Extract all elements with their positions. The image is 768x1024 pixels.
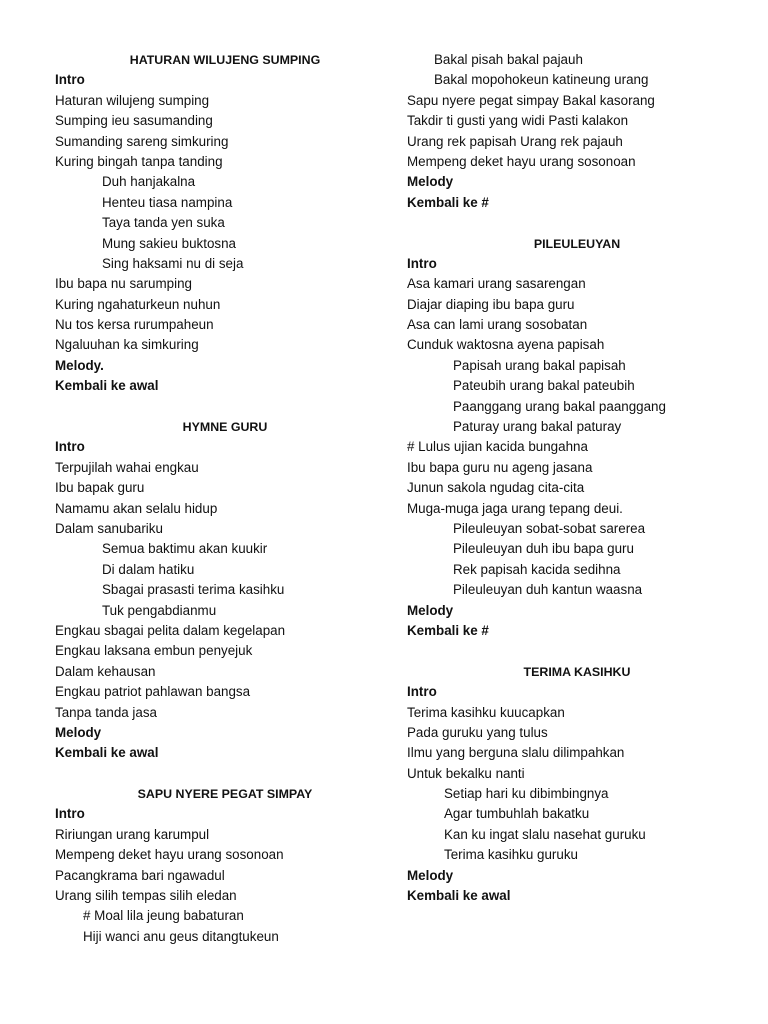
- left-column: [55, 50, 395, 947]
- lyric-line: Cunduk waktosna ayena papisah: [407, 337, 605, 353]
- section-label: Intro: [407, 684, 437, 700]
- song-title: SAPU NYERE PEGAT SIMPAY: [137, 787, 313, 802]
- lyric-line: Papisah urang bakal papisah: [453, 357, 626, 373]
- lyric-line: Kuring bingah tanpa tanding: [55, 153, 223, 169]
- section-label: Intro: [55, 806, 85, 822]
- lyric-line: Sumanding sareng simkuring: [55, 133, 229, 149]
- lyric-line: Asa kamari urang sasarengan: [407, 276, 586, 292]
- lyric-line: Ilmu yang berguna slalu dilimpahkan: [407, 745, 625, 761]
- spacer: [55, 397, 395, 417]
- lyric-line: Urang rek papisah Urang rek pajauh: [407, 133, 623, 149]
- lyric-line: Sbagai prasasti terima kasihku: [102, 582, 285, 598]
- lyric-line: Ngaluuhan ka simkuring: [55, 337, 199, 353]
- section-label: Kembali ke awal: [55, 378, 159, 394]
- lyric-line: Kuring ngahaturkeun nuhun: [55, 296, 221, 312]
- lyric-line: Sapu nyere pegat simpay Bakal kasorang: [407, 92, 655, 108]
- lyric-line: Ibu bapa nu sarumping: [55, 276, 192, 292]
- lyric-line: Engkau patriot pahlawan bangsa: [55, 684, 251, 700]
- lyric-line: Ibu bapa guru nu ageng jasana: [407, 459, 593, 475]
- lyric-line: Pacangkrama bari ngawadul: [55, 867, 225, 883]
- lyric-line: Sumping ieu sasumanding: [55, 113, 213, 129]
- lyric-line: Bakal pisah bakal pajauh: [434, 52, 583, 67]
- lyric-line: Mempeng deket hayu urang sosonoan: [407, 153, 636, 169]
- song-title: HYMNE GURU: [182, 420, 268, 435]
- lyric-line: Pileuleuyan duh kantun waasna: [453, 582, 643, 598]
- lyric-line: Engkau sbagai pelita dalam kegelapan: [55, 622, 286, 638]
- section-label: Melody.: [55, 357, 104, 373]
- lyric-line: Mung sakieu buktosna: [102, 235, 236, 251]
- section-label: Intro: [55, 439, 85, 455]
- lyric-line: # Lulus ujian kacida bungahna: [407, 439, 588, 455]
- lyric-line: Engkau laksana embun penyejuk: [55, 643, 253, 659]
- lyric-line: Nu tos kersa rurumpaheun: [55, 317, 214, 333]
- section-label: Kembali ke #: [407, 622, 489, 638]
- lyric-line: Mempeng deket hayu urang sosonoan: [55, 847, 284, 863]
- lyric-line: Pileuleuyan sobat-sobat sarerea: [453, 520, 646, 536]
- lyric-line: Hiji wanci anu geus ditangtukeun: [83, 928, 279, 944]
- lyric-line: Pada guruku yang tulus: [407, 724, 548, 740]
- lyric-line: Setiap hari ku dibimbingnya: [444, 786, 609, 802]
- lyric-line: Junun sakola ngudag cita-cita: [407, 480, 585, 496]
- lyric-line: Muga-muga jaga urang tepang deui.: [407, 500, 623, 516]
- lyric-line: Dalam kehausan: [55, 663, 156, 679]
- section-label: Melody: [407, 602, 454, 618]
- lyric-line: Agar tumbuhlah bakatku: [444, 806, 590, 822]
- lyric-line: Tuk pengabdianmu: [102, 602, 217, 618]
- lyric-line: Di dalam hatiku: [102, 561, 195, 577]
- lyric-line: Namamu akan selalu hidup: [55, 500, 218, 516]
- lyric-line: # Moal lila jeung babaturan: [83, 908, 244, 924]
- song-title: PILEULEUYAN: [533, 236, 621, 251]
- lyric-line: Kan ku ingat slalu nasehat guruku: [444, 826, 646, 842]
- lyric-line: Henteu tiasa nampina: [102, 194, 233, 210]
- lyric-line: Diajar diaping ibu bapa guru: [407, 296, 575, 312]
- lyric-line: Duh hanjakalna: [102, 174, 196, 190]
- lyric-line: Ibu bapak guru: [55, 480, 145, 496]
- lyric-line: Pateubih urang bakal pateubih: [453, 378, 635, 394]
- lyric-line: Rek papisah kacida sedihna: [453, 561, 621, 577]
- section-label: Melody: [407, 174, 454, 190]
- lyric-line: Untuk bekalku nanti: [407, 765, 525, 781]
- right-column: [407, 50, 747, 906]
- section-label: Melody: [407, 867, 454, 883]
- lyric-line: Terima kasihku kuucapkan: [407, 704, 565, 720]
- lyric-line: Bakal mopohokeun katineung urang: [434, 72, 649, 88]
- lyric-line: Ririungan urang karumpul: [55, 826, 210, 842]
- lyric-line: Takdir ti gusti yang widi Pasti kalakon: [407, 113, 629, 129]
- lyric-line: Tanpa tanda jasa: [55, 704, 157, 720]
- song-title: TERIMA KASIHKU: [523, 664, 631, 679]
- section-label: Melody: [55, 724, 102, 740]
- song-title: HATURAN WILUJENG SUMPING: [129, 53, 321, 67]
- lyric-line: Paturay urang bakal paturay: [453, 419, 622, 435]
- lyric-line: Paanggang urang bakal paanggang: [453, 398, 666, 414]
- lyric-line: Terima kasihku guruku: [444, 847, 578, 863]
- lyric-line: Asa can lami urang sosobatan: [407, 317, 588, 333]
- lyric-line: Haturan wilujeng sumping: [55, 92, 210, 108]
- lyric-line: Sing haksami nu di seja: [102, 255, 244, 271]
- spacer: [407, 213, 747, 233]
- spacer: [55, 764, 395, 784]
- lyric-line: Taya tanda yen suka: [102, 215, 225, 231]
- section-label: Intro: [407, 255, 437, 271]
- lyric-line: Urang silih tempas silih eledan: [55, 888, 237, 904]
- section-label: Kembali ke #: [407, 194, 489, 210]
- section-label: Kembali ke awal: [407, 888, 511, 904]
- spacer: [407, 641, 747, 661]
- lyric-line: Pileuleuyan duh ibu bapa guru: [453, 541, 634, 557]
- section-label: Intro: [55, 72, 85, 88]
- lyric-line: Terpujilah wahai engkau: [55, 459, 199, 475]
- lyric-line: Dalam sanubariku: [55, 520, 163, 536]
- section-label: Kembali ke awal: [55, 745, 159, 761]
- lyric-line: Semua baktimu akan kuukir: [102, 541, 268, 557]
